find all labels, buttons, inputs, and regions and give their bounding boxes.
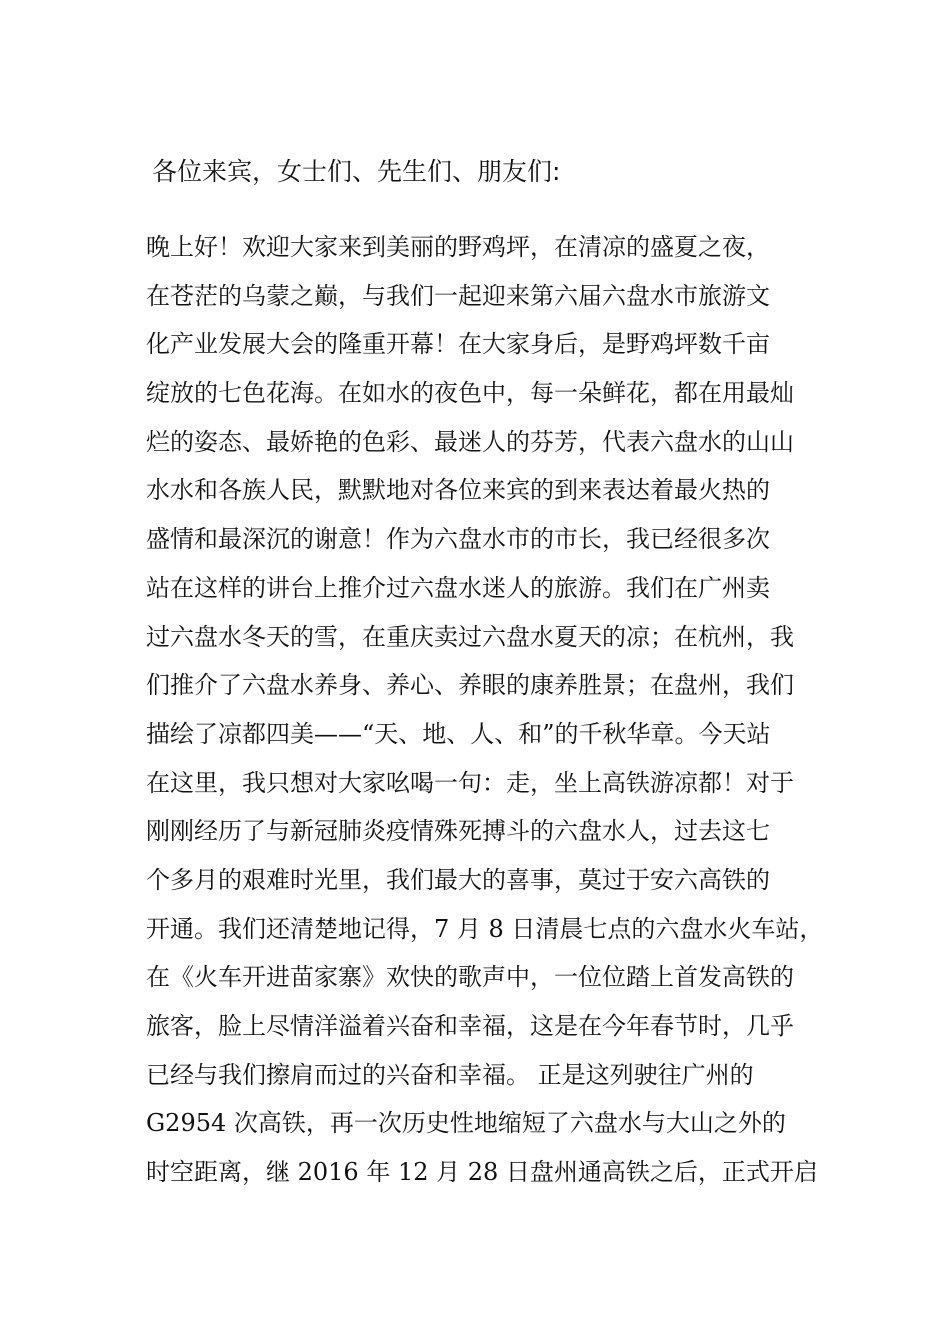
- text-line: 在这里，我只想对大家吆喝一句：走，坐上高铁游凉都！对于: [146, 768, 794, 797]
- text-line: 已经与我们擦肩而过的兴奋和幸福。 正是这列驶往广州的: [146, 1060, 754, 1089]
- text-line: 时空距离，继 2016 年 12 月 28 日盘州通高铁之后，正式开启: [146, 1158, 818, 1187]
- text-line: 烂的姿态、最娇艳的色彩、最迷人的芬芳，代表六盘水的山山: [146, 427, 794, 456]
- greeting-heading: 各位来宾，女士们、先生们、朋友们:: [152, 157, 561, 186]
- speech-body: [146, 223, 846, 1197]
- text-line: 刚刚经历了与新冠肺炎疫情殊死搏斗的六盘水人，过去这七: [146, 817, 770, 846]
- text-line: 个多月的艰难时光里，我们最大的喜事，莫过于安六高铁的: [146, 865, 770, 894]
- text-line: 晚上好！欢迎大家来到美丽的野鸡坪，在清凉的盛夏之夜，: [146, 233, 770, 261]
- text-line: 开通。我们还清楚地记得，7 月 8 日清晨七点的六盘水火车站，: [146, 914, 824, 943]
- text-line: G2954 次高铁，再一次历史性地缩短了六盘水与大山之外的: [146, 1109, 786, 1138]
- text-line: 盛情和最深沉的谢意！作为六盘水市的市长，我已经很多次: [146, 525, 770, 554]
- text-line: 化产业发展大会的隆重开幕！在大家身后，是野鸡坪数千亩: [146, 330, 770, 359]
- text-line: 们推介了六盘水养身、养心、养眼的康养胜景；在盘州，我们: [146, 671, 794, 700]
- text-line: 旅客，脸上尽情洋溢着兴奋和幸福，这是在今年春节时，几乎: [146, 1012, 794, 1040]
- text-line: 绽放的七色花海。在如水的夜色中，每一朵鲜花，都在用最灿: [146, 379, 794, 408]
- text-line: 站在这样的讲台上推介过六盘水迷人的旅游。我们在广州卖: [146, 573, 770, 602]
- text-line: 在《火车开进苗家寨》欢快的歌声中，一位位踏上首发高铁的: [146, 963, 794, 992]
- text-line: 描绘了凉都四美——“天、地、人、和”的千秋华章。今天站: [146, 719, 771, 748]
- text-line: 过六盘水冬天的雪，在重庆卖过六盘水夏天的凉；在杭州，我: [146, 622, 794, 651]
- text-line: 水水和各族人民，默默地对各位来宾的到来表达着最火热的: [146, 476, 770, 505]
- text-line: 在苍茫的乌蒙之巅，与我们一起迎来第六届六盘水市旅游文: [146, 281, 770, 310]
